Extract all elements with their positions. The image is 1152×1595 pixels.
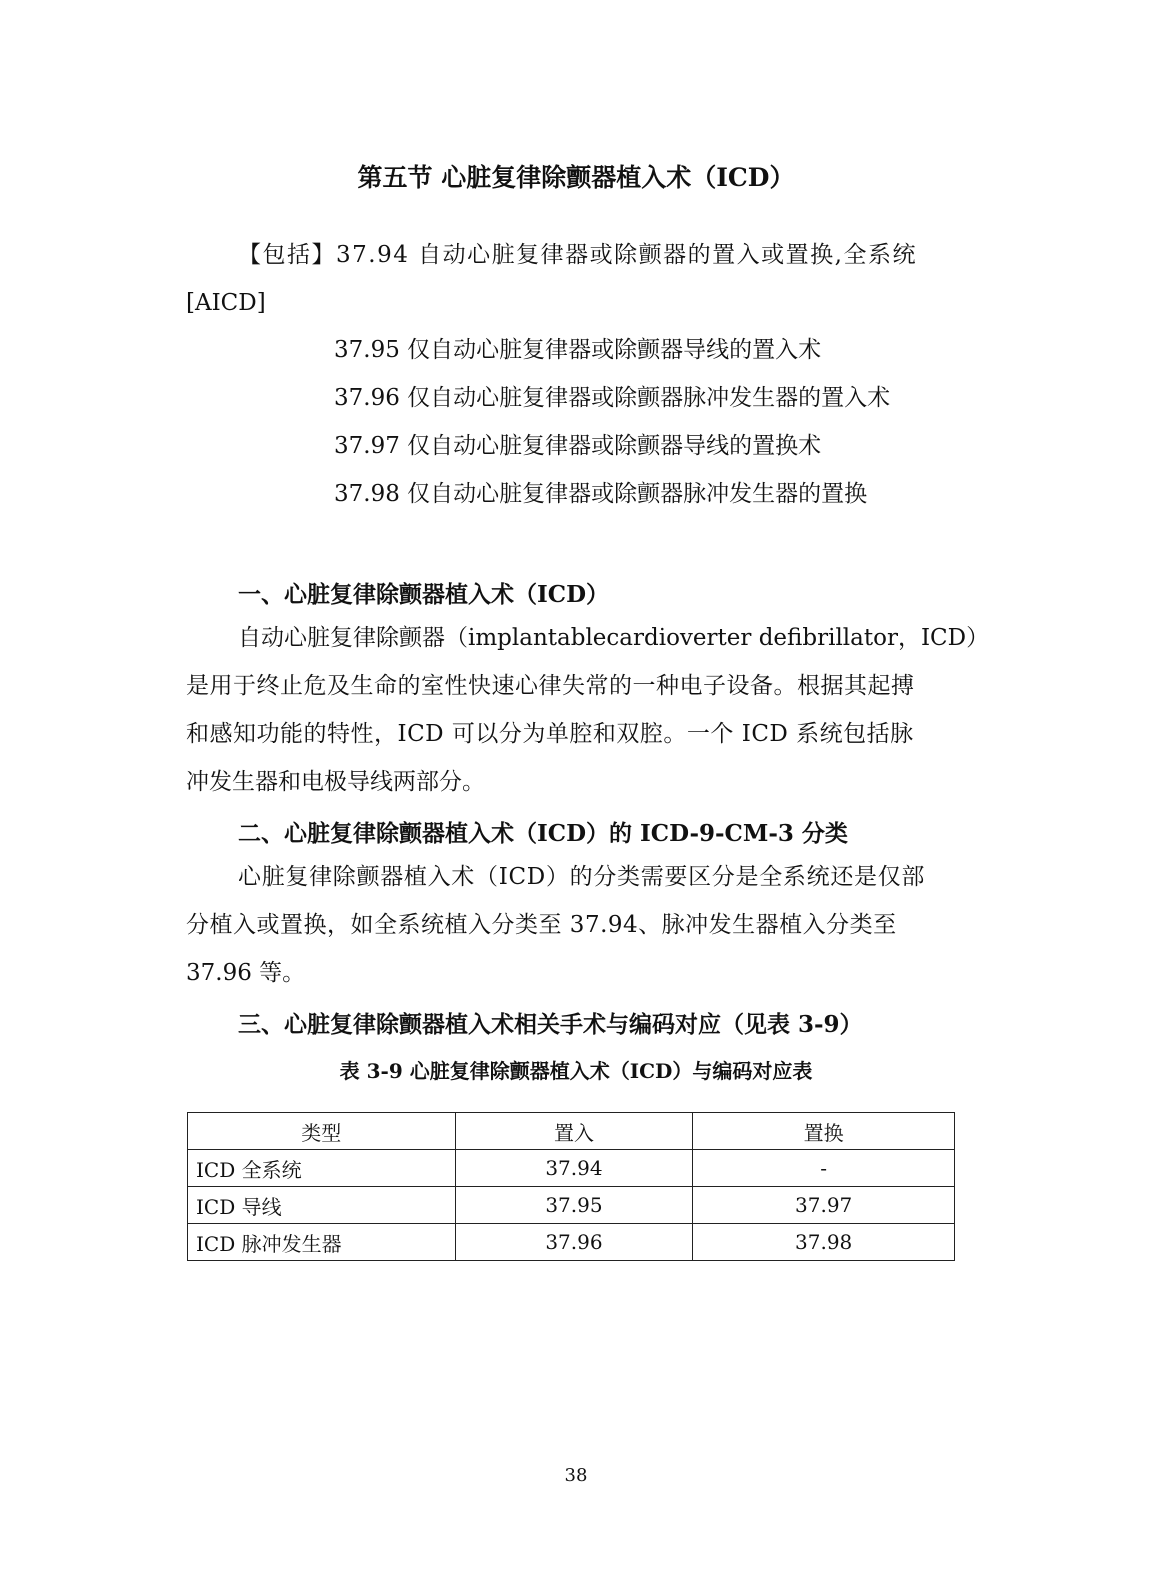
includes-item (334, 431, 821, 461)
paragraph-line: 心脏复律除颤器植入术（ICD）的分类需要区分是全系统还是仅部 (238, 864, 926, 890)
include-text: 仅自动心脏复律器或除颤器脉冲发生器的置入术 (407, 385, 891, 411)
include-text: 仅自动心脏复律器或除颤器导线的置入术 (407, 337, 822, 363)
include-text: 仅自动心脏复律器或除颤器导线的置换术 (407, 433, 822, 459)
include-code: 37.98 (334, 481, 400, 507)
paragraph-line: 自动心脏复律除颤器（implantablecardioverter defibrillator，ICD） (238, 625, 990, 651)
table-header-insert: 置入 (455, 1113, 693, 1150)
table-header-replace: 置换 (693, 1113, 955, 1150)
table-cell: 37.98 (693, 1224, 955, 1261)
table-row (188, 1187, 955, 1224)
include-code: 37.97 (334, 433, 400, 459)
include-text: 仅自动心脏复律器或除颤器脉冲发生器的置换 (407, 481, 868, 507)
table-cell: 37.95 (455, 1187, 693, 1224)
table-cell: - (693, 1150, 955, 1187)
paragraph-line: 分植入或置换，如全系统植入分类至 37.94、脉冲发生器植入分类至 (186, 912, 897, 938)
includes-label: 【包括】 (238, 242, 336, 268)
includes-first-cont: [AICD] (186, 290, 266, 316)
section-title: 第五节 心脏复律除颤器植入术（ICD） (357, 163, 795, 192)
paragraph-line: 和感知功能的特性，ICD 可以分为单腔和双腔。一个 ICD 系统包括脉 (186, 721, 914, 747)
table-header-row (188, 1113, 955, 1150)
paragraph-line: 是用于终止危及生命的室性快速心律失常的一种电子设备。根据其起搏 (186, 673, 915, 699)
paragraph-line: 冲发生器和电极导线两部分。 (186, 769, 485, 795)
table-cell: 37.96 (455, 1224, 693, 1261)
table-cell: ICD 脉冲发生器 (188, 1224, 456, 1261)
table-caption: 表 3-9 心脏复律除颤器植入术（ICD）与编码对应表 (339, 1059, 813, 1083)
include-code: 37.96 (334, 385, 400, 411)
includes-item (334, 479, 867, 509)
includes-first-code: 37.94 (336, 242, 410, 268)
table-header-type: 类型 (188, 1113, 456, 1150)
table-row (188, 1224, 955, 1261)
include-code: 37.95 (334, 337, 400, 363)
table-cell: 37.97 (693, 1187, 955, 1224)
includes-item (334, 335, 821, 365)
includes-first-text: 自动心脏复律器或除颤器的置入或置换,全系统 (418, 242, 917, 268)
section-3-heading: 三、心脏复律除颤器植入术相关手术与编码对应（见表 3-9） (238, 1011, 863, 1038)
section-1-heading: 一、心脏复律除颤器植入术（ICD） (238, 581, 610, 608)
includes-first-line (238, 240, 917, 270)
paragraph-line: 37.96 等。 (186, 960, 306, 986)
table-cell: ICD 全系统 (188, 1150, 456, 1187)
table-cell: ICD 导线 (188, 1187, 456, 1224)
includes-item (334, 383, 890, 413)
section-2-heading: 二、心脏复律除颤器植入术（ICD）的 ICD-9-CM-3 分类 (238, 820, 848, 847)
code-table (187, 1112, 955, 1261)
page-number: 38 (564, 1465, 588, 1486)
table-cell: 37.94 (455, 1150, 693, 1187)
table-row (188, 1150, 955, 1187)
